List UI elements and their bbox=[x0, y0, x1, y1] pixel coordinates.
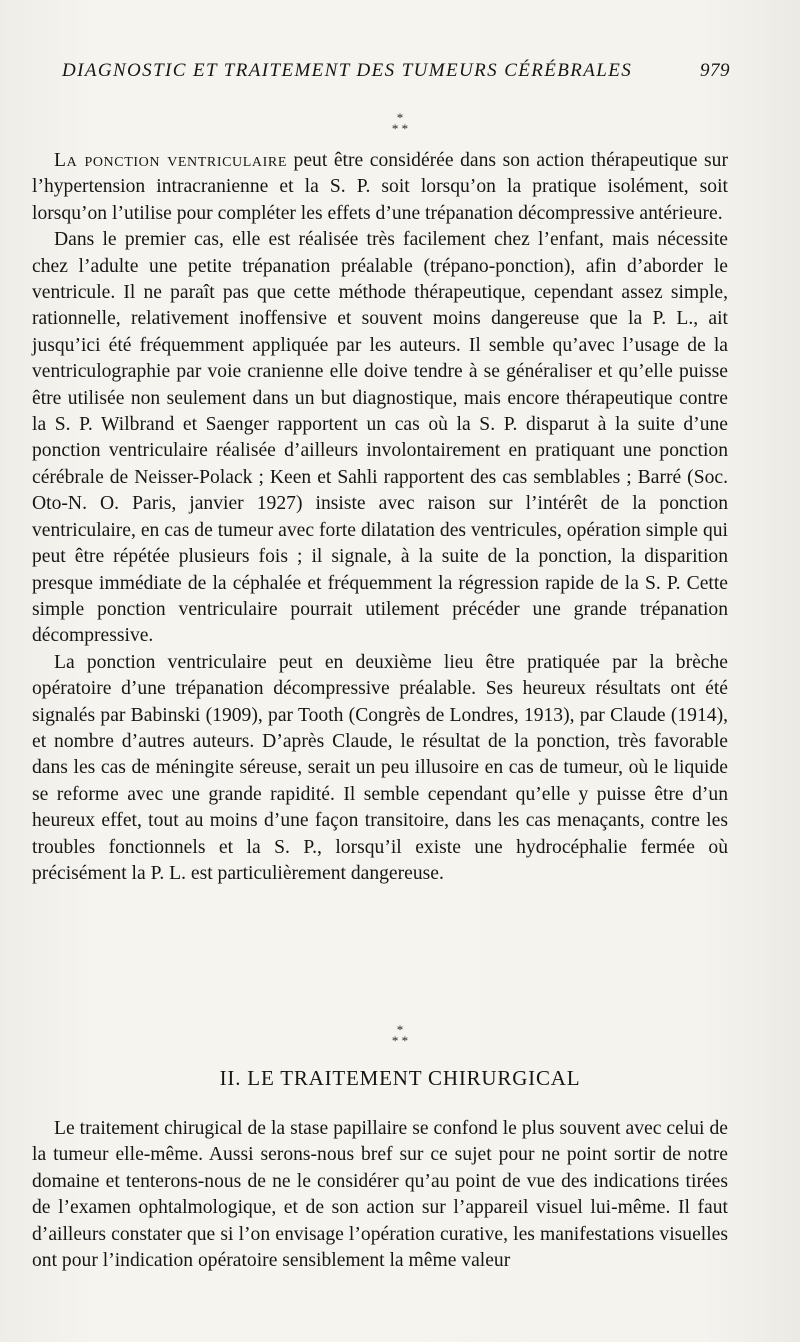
asterism-bottom-2: * * bbox=[391, 1033, 409, 1048]
page-number: 979 bbox=[700, 60, 730, 81]
section-heading: II. LE TRAITEMENT CHIRURGICAL bbox=[219, 1066, 581, 1090]
paragraph-3: La ponction ventriculaire peut en deuxième lieu être pratiquée par la brèche opératoire d’une trépanation décompressive préalable. Ses heureux résultats ont été signalés par Babinski (1909), par Tooth (Congrès de Londres, 1913), par Claude (1914), et nombre d’autres auteurs. D’après Claude, le résultat de la ponction, très favorable dans les cas de méningite séreuse, serait un peu illusoire en cas de tumeur, où le liquide se reforme avec une grande rapidité. Il semble cependant qu’elle y puisse être d’un heureux effet, tout au moins d’une façon transitoire, dans les cas menaçants, contre les troubles fonctionnels et la S. P., lorsqu’il existe une hydrocéphalie fermée où précisément la P. L. est particulièrement dangereuse. bbox=[32, 651, 728, 884]
running-title: DIAGNOSTIC ET TRAITEMENT DES TUMEURS CÉRÉBRALES bbox=[62, 60, 633, 81]
paragraph-1 bbox=[32, 148, 728, 227]
paragraph-4: Le traitement chirugical de la stase papillaire se confond le plus souvent avec celui de la tumeur elle-même. Aussi serons-nous bref sur ce sujet pour ne point sortir de notre domaine et tenterons-nous de ne le considérer qu’au point de vue des indications tirées de l’examen ophtalmologique, et de son action sur l’appareil visuel lui-même. Il faut d’ailleurs constater que si l’on envisage l’opération curative, les manifestations visuelles ont pour l’indication opératoire sensiblement la même valeur bbox=[32, 1118, 728, 1272]
paragraph-1-text: peut être considérée dans son action thérapeutique sur l’hypertension intracranienne et la S. P. soit lorsqu’on la pratique isolément, soit lorsqu’on l’utilise pour compléter les effets d’une trépanation décompressive antérieure. bbox=[32, 150, 728, 224]
running-header bbox=[62, 60, 730, 90]
asterism-top-2: * bbox=[396, 1022, 404, 1037]
section-separator-asterisks bbox=[0, 112, 800, 134]
asterism-bottom: * * bbox=[391, 121, 409, 136]
section-separator-asterisks-2 bbox=[0, 1024, 800, 1046]
paragraph-2: Dans le premier cas, elle est réalisée très facilement chez l’enfant, mais nécessite chez l’adulte une petite trépanation préalable (trépano-ponction), afin d’aborder le ventricule. Il ne paraît pas que cette méthode thérapeutique, cependant assez simple, rationnelle, relativement inoffensive et souvent moins dangereuse que la P. L., ait jusqu’ici été fréquemment appliquée par les auteurs. Il semble qu’avec l’usage de la ventriculographie par voie cranienne elle doive tendre à se généraliser et qu’elle puisse être utilisée non seulement dans un but diagnostique, mais encore thérapeutique contre la S. P. Wilbrand et Saenger rapportent un cas où la S. P. disparut à la suite d’une ponction ventriculaire réalisée d’ailleurs involontairement en pratiquant une ponction cérébrale de Neisser-Polack ; Keen et Sahli rapportent des cas semblables ; Barré (Soc. Oto-N. O. Paris, janvier 1927) insiste avec raison sur l’intérêt de la ponction ventriculaire, en cas de tumeur avec forte dilatation des ventricules, opération simple qui peut être répétée plusieurs fois ; il signale, à la suite de la ponction, la disparition presque immédiate de la céphalée et fréquemment la régression rapide de la S. P. Cette simple ponction ventriculaire pourrait utilement précéder une grande trépanation décompressive. bbox=[32, 229, 728, 647]
asterism-top: * bbox=[396, 110, 404, 125]
section-surgical-treatment bbox=[32, 1116, 728, 1274]
section-ventricular-puncture bbox=[32, 148, 728, 887]
paragraph-lead-smallcaps: La ponction ventriculaire bbox=[54, 150, 287, 171]
